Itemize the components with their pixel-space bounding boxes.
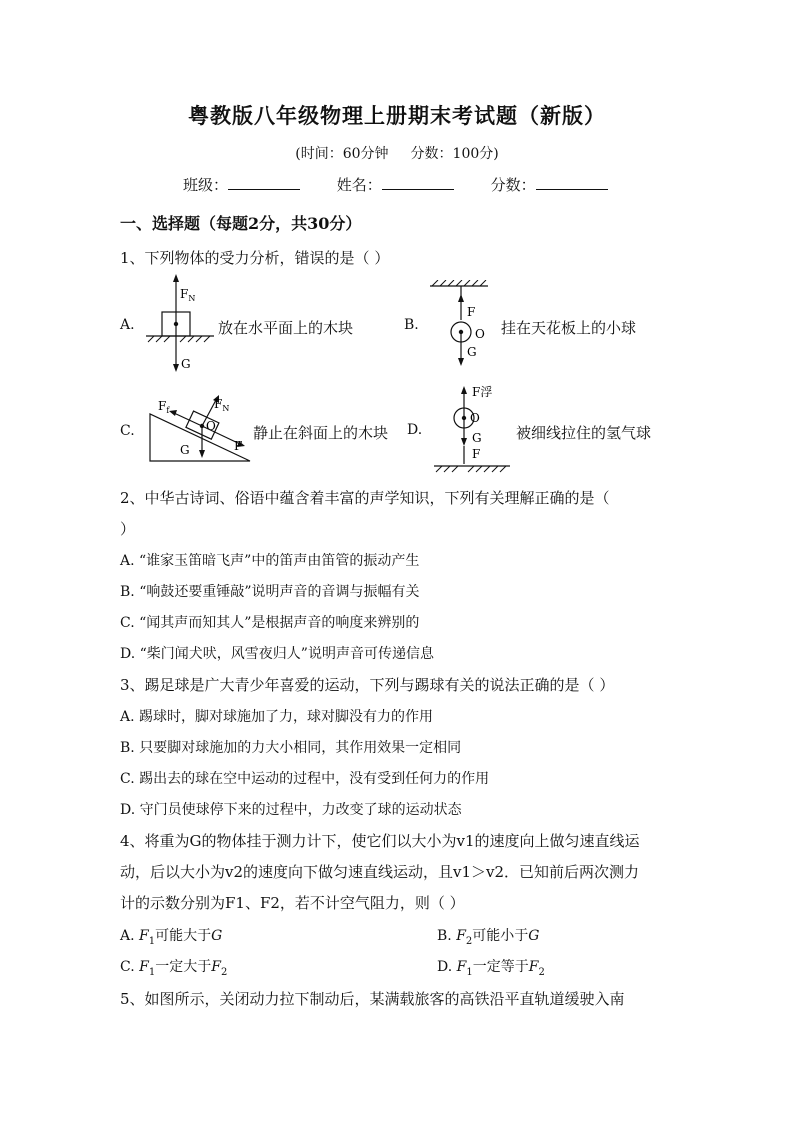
q1-a-diagram [140, 272, 220, 377]
q1-a-g-label: G [181, 357, 191, 371]
q4-stem-line3: 计的示数分别为F1、F2，若不计空气阻力，则（ ） [120, 894, 465, 912]
student-info-row [183, 174, 608, 195]
q1-d-f-label: F [472, 447, 481, 461]
total-score: 分数：100分) [410, 146, 499, 162]
q2-option-c: C. “闻其声而知其人”是根据声音的响度来辨别的 [120, 615, 420, 631]
q1-d-o-label: O [470, 411, 480, 425]
q4-option-c: C. $F_1$一定大于$F_2$ [120, 959, 228, 978]
q1-c-ff-label: F [158, 399, 167, 413]
q3-option-c: C. 踢出去的球在空中运动的过程中，没有受到任何力的作用 [120, 771, 490, 787]
q1-d-ffu-label: F浮 [472, 385, 493, 399]
svg-text:FN: $F_N$ [214, 397, 230, 413]
q2-stem-line2: ） [120, 520, 136, 538]
svg-text:Ff: $F_f$ [158, 399, 170, 415]
q1-c-fn-label: F [214, 397, 223, 411]
q1-c-f-label: F [234, 439, 243, 453]
q4-option-b: B. $F_2$可能小于G [437, 928, 540, 947]
q1-b-o-label: O [475, 327, 485, 341]
q1-d-diagram [430, 382, 520, 474]
q1-option-b-text: 挂在天花板上的小球 [501, 319, 637, 337]
q3-option-d: D. 守门员使球停下来的过程中，力改变了球的运动状态 [120, 802, 462, 818]
q1-b-f-label: F [467, 305, 476, 319]
time-limit: (时间：60分钟 [295, 146, 389, 162]
q4-stem-line2: 动，后以大小为v2的速度向下做匀速直线运动，且v1＞v2．已知前后两次测力 [120, 863, 640, 881]
q2-stem-line1: 2、中华古诗词、俗语中蕴含着丰富的声学知识，下列有关理解正确的是（ [120, 489, 610, 507]
q4-option-d: D. $F_1$一定等于$F_2$ [437, 959, 545, 978]
q1-stem: 1、下列物体的受力分析，错误的是（ ） [120, 249, 390, 267]
q5-stem: 5、如图所示，关闭动力拉下制动后，某满载旅客的高铁沿平直轨道缓驶入南 [120, 990, 625, 1008]
name-label: 姓名： [336, 176, 382, 194]
q4-option-a: A. $F_1$可能大于G [120, 928, 223, 947]
q1-option-c-letter: C. [120, 423, 135, 439]
q1-b-g-label: G [467, 345, 477, 359]
svg-text:FN: $F_N$ [180, 287, 196, 303]
q2-option-a: A. “谁家玉笛暗飞声”中的笛声由笛管的振动产生 [120, 553, 420, 569]
name-blank[interactable] [382, 175, 454, 190]
q1-option-c-text: 静止在斜面上的木块 [253, 424, 389, 442]
class-blank[interactable] [228, 175, 300, 190]
score-blank[interactable] [536, 175, 608, 190]
q3-option-b: B. 只要脚对球施加的力大小相同，其作用效果一定相同 [120, 740, 462, 756]
q1-c-g-label: G [180, 443, 190, 457]
class-label: 班级： [183, 176, 229, 194]
q3-stem: 3、踢足球是广大青少年喜爱的运动，下列与踢球有关的说法正确的是（ ） [120, 676, 615, 694]
q1-option-d-text: 被细线拉住的氢气球 [516, 424, 652, 442]
q1-a-fn-label: F [180, 287, 189, 301]
q2-option-b: B. “响鼓还要重锤敲”说明声音的音调与振幅有关 [120, 584, 420, 600]
q1-option-d-letter: D. [407, 422, 423, 438]
q1-d-g-label: G [472, 431, 482, 445]
q1-c-diagram [144, 386, 256, 466]
q1-option-b-letter: B. [404, 317, 419, 333]
q1-b-diagram [426, 280, 496, 370]
q1-option-a-text: 放在水平面上的木块 [218, 319, 354, 337]
q2-option-d: D. “柴门闻犬吠，风雪夜归人”说明声音可传递信息 [120, 646, 434, 662]
q3-option-a: A. 踢球时，脚对球施加了力，球对脚没有力的作用 [120, 709, 434, 725]
exam-meta [0, 143, 794, 163]
page-title: 粤教版八年级物理上册期末考试题（新版） [188, 103, 606, 128]
q1-option-a-letter: A. [120, 317, 135, 333]
q4-stem-line1: 4、将重为G的物体挂于测力计下，使它们以大小为v1的速度向上做匀速直线运 [120, 832, 640, 850]
score-label: 分数： [490, 176, 536, 194]
q1-c-o-label: O [206, 419, 216, 433]
section-title: 一、选择题（每题2分，共30分） [120, 214, 362, 233]
